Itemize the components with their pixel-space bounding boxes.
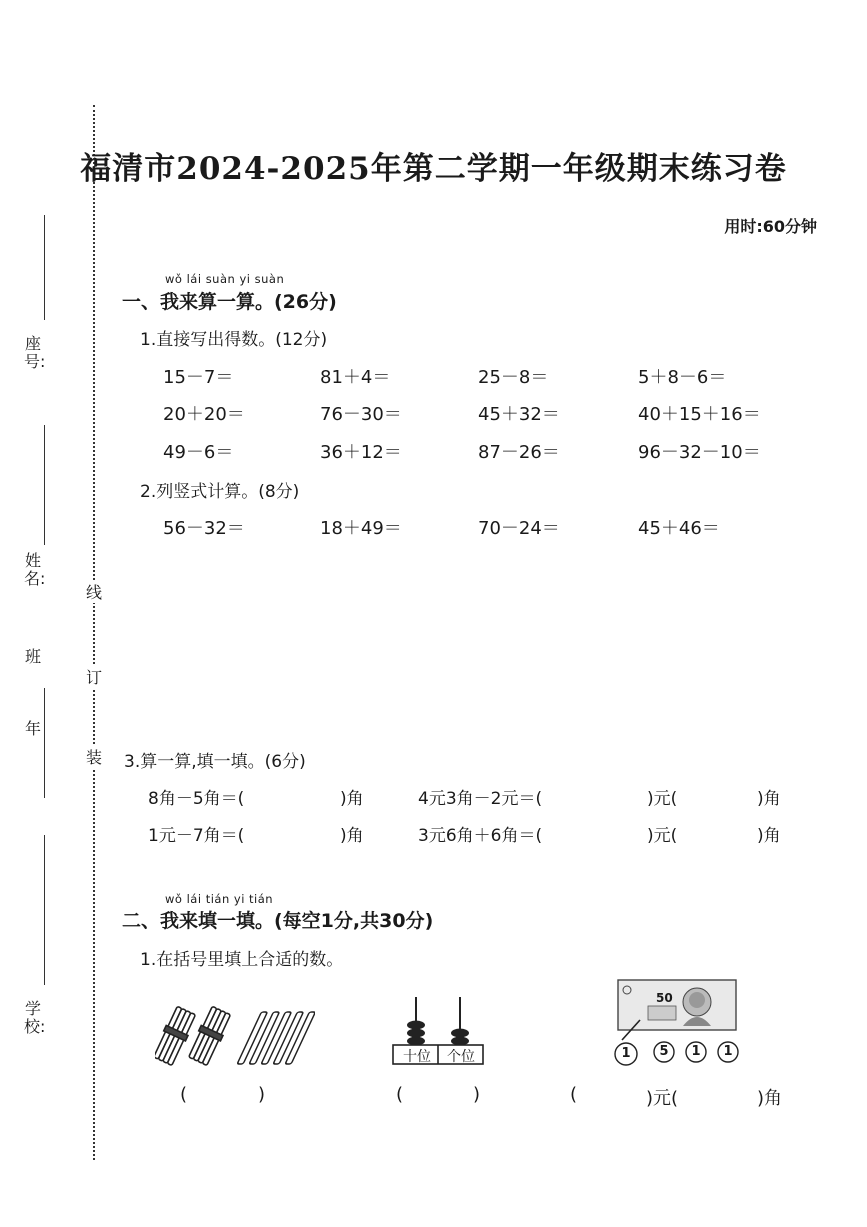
abacus-tens-label: 十位	[403, 1049, 431, 1065]
vertical-problem: 18＋49＝	[320, 518, 402, 539]
section1-heading: 一、我来算一算。(26分)	[122, 291, 337, 313]
coin-value: 1	[691, 1044, 701, 1059]
problem: 45＋32＝	[478, 404, 560, 425]
answer-blank-unit: )元(	[647, 789, 678, 809]
problem: 49－6＝	[163, 442, 234, 463]
answer-jiao-blank: )角	[757, 1088, 783, 1109]
stick-bundles-image	[155, 1000, 315, 1070]
section2-heading: 二、我来填一填。(每空1分,共30分)	[122, 910, 434, 932]
money-problem-right: 4元3角－2元＝(	[418, 789, 543, 809]
answer-blank-unit: )角	[757, 826, 781, 846]
coin-value: 1	[723, 1044, 733, 1059]
problem: 81＋4＝	[320, 367, 391, 388]
answer-blank-unit: )角	[340, 789, 364, 809]
school-line	[44, 835, 45, 985]
answer-paren-close: )	[258, 1084, 266, 1105]
problem: 76－30＝	[320, 404, 402, 425]
binding-word-xian: 线	[86, 580, 102, 603]
problem: 25－8＝	[478, 367, 549, 388]
section2-pinyin: wǒ lái tián yi tián	[165, 892, 274, 906]
name-line	[44, 425, 45, 545]
coin-value: 5	[659, 1044, 669, 1059]
q3-title: 3.算一算,填一填。(6分)	[124, 752, 306, 772]
problem: 87－26＝	[478, 442, 560, 463]
class-grade-line	[44, 688, 45, 798]
problem: 15－7＝	[163, 367, 234, 388]
answer-yuan-blank: )元(	[646, 1088, 679, 1109]
answer-blank-unit: )角	[757, 789, 781, 809]
answer-blank-unit: )角	[340, 826, 364, 846]
s2-q1-title: 1.在括号里填上合适的数。	[140, 950, 344, 970]
time-limit: 用时:60分钟	[724, 217, 817, 236]
problem: 5＋8－6＝	[638, 367, 727, 388]
money-problem-left: 1元－7角＝(	[148, 826, 245, 846]
q1-title: 1.直接写出得数。(12分)	[140, 330, 328, 350]
binding-word-zhuang: 装	[86, 745, 102, 768]
vertical-problem: 56－32＝	[163, 518, 245, 539]
name-label: 姓名:	[24, 551, 46, 588]
coin-value: 1	[621, 1046, 631, 1061]
class-label: 班	[24, 647, 41, 666]
page-title: 福清市2024-2025年第二学期一年级期末练习卷	[80, 151, 787, 187]
problem: 40＋15＋16＝	[638, 404, 761, 425]
binding-dotted-line	[93, 105, 95, 1160]
banknote-value: 50	[656, 991, 673, 1005]
binding-word-ding: 订	[86, 665, 102, 688]
problem: 96－32－10＝	[638, 442, 761, 463]
answer-paren-open: (	[570, 1084, 578, 1105]
vertical-problem: 70－24＝	[478, 518, 560, 539]
answer-paren-open: (	[180, 1084, 188, 1105]
seat-number-line	[44, 215, 45, 320]
q2-title: 2.列竖式计算。(8分)	[140, 482, 300, 502]
school-label: 学校:	[24, 999, 46, 1036]
seat-number-label: 座号:	[24, 334, 46, 371]
abacus-ones-label: 个位	[447, 1049, 475, 1065]
problem: 20＋20＝	[163, 404, 245, 425]
vertical-problem: 45＋46＝	[638, 518, 720, 539]
money-problem-right: 3元6角＋6角＝(	[418, 826, 543, 846]
answer-paren-close: )	[473, 1084, 481, 1105]
section1-pinyin: wǒ lái suàn yi suàn	[165, 272, 285, 286]
answer-paren-open: (	[396, 1084, 404, 1105]
answer-blank-unit: )元(	[647, 826, 678, 846]
grade-label: 年	[24, 719, 41, 738]
problem: 36＋12＝	[320, 442, 402, 463]
money-problem-left: 8角－5角＝(	[148, 789, 245, 809]
